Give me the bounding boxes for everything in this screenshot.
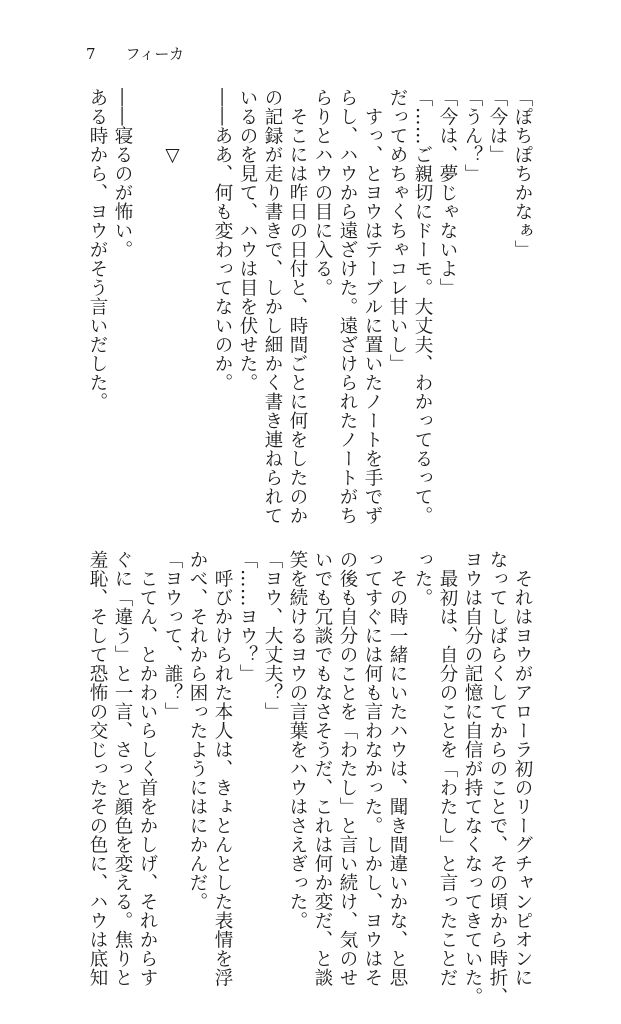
text-line: ヨウは自分の記憶に自信が持てなくなってきていた。 bbox=[462, 550, 483, 1006]
text-line: った。 bbox=[412, 550, 433, 607]
text-line: 「ヨウ、大丈夫？」 bbox=[262, 550, 283, 721]
text-line: 「今は、夢じゃないよ」 bbox=[437, 88, 458, 297]
page-number: 7 bbox=[86, 45, 96, 63]
text-line: すっ、とヨウはテーブルに置いたノートを手でず bbox=[362, 88, 383, 525]
text-line: こてん、とかわいらしく首をかしげ、それからす bbox=[137, 550, 158, 987]
text-line: なってしばらくしてからのことで、その頃から時折、 bbox=[487, 550, 508, 1006]
text-line: 笑を続けるヨウの言葉をハウはさえぎった。 bbox=[287, 550, 308, 930]
text-line: ――ああ、何も変わってないのか。 bbox=[212, 88, 233, 392]
text-line: ぐに「違う」と一言、さっと顔色を変える。焦りと bbox=[112, 550, 133, 987]
text-line: そこには昨日の日付と、時間ごとに何をしたのか bbox=[287, 88, 308, 525]
text-line bbox=[185, 88, 210, 518]
running-title: フィーカ bbox=[125, 45, 185, 63]
text-block-top bbox=[85, 88, 535, 525]
text-line: 「……ご親切にドーモ。大丈夫、わかってるって。 bbox=[412, 88, 433, 525]
text-line: それはヨウがアローラ初のリーグチャンピオンに bbox=[512, 550, 533, 987]
text-line: かべ、それから困ったようにはにかんだ。 bbox=[187, 550, 208, 911]
text-block-bottom bbox=[85, 550, 535, 1006]
text-line: その時一緒にいたハウは、聞き間違いかな、と思 bbox=[387, 550, 408, 987]
text-line: いでも冗談でもなさそうだ、これは何か変だ、と談 bbox=[312, 550, 333, 987]
text-line: ある時から、ヨウがそう言いだした。 bbox=[87, 88, 108, 411]
page-header bbox=[86, 44, 184, 64]
text-line: ――寝るのが怖い。 bbox=[112, 88, 133, 259]
text-line: らし、ハウから遠ざけた。遠ざけられたノートがち bbox=[337, 88, 358, 525]
text-line: ▽ bbox=[162, 88, 183, 167]
text-line: いるのを見て、ハウは目を伏せた。 bbox=[237, 88, 258, 392]
text-line: 呼びかけられた本人は、きょとんとした表情を浮 bbox=[212, 550, 233, 987]
text-line: 「うん？」 bbox=[462, 88, 483, 183]
text-line: 「ぽちぽちかなぁ」 bbox=[512, 88, 533, 259]
text-line: の後も自分のことを「わたし」と言い続け、気のせ bbox=[337, 550, 358, 987]
text-line: だってめちゃくちゃコレ甘いし」 bbox=[387, 88, 408, 373]
text-line: 最初は、自分のことを「わたし」と言ったことだ bbox=[437, 550, 458, 987]
text-line: らりとハウの目に入る。 bbox=[312, 88, 333, 297]
text-line bbox=[135, 88, 160, 518]
text-line: 「ヨウって、誰？」 bbox=[162, 550, 183, 721]
text-line: 「……ヨウ？」 bbox=[237, 550, 258, 683]
text-line: 「今は」 bbox=[487, 88, 508, 164]
text-line: の記録が走り書きで、しかし細かく書き連ねられて bbox=[262, 88, 283, 525]
text-line: 羞恥、そして恐怖の交じったその色に、ハウは底知 bbox=[87, 550, 108, 987]
text-line: ってすぐには何も言わなかった。しかし、ヨウはそ bbox=[362, 550, 383, 987]
